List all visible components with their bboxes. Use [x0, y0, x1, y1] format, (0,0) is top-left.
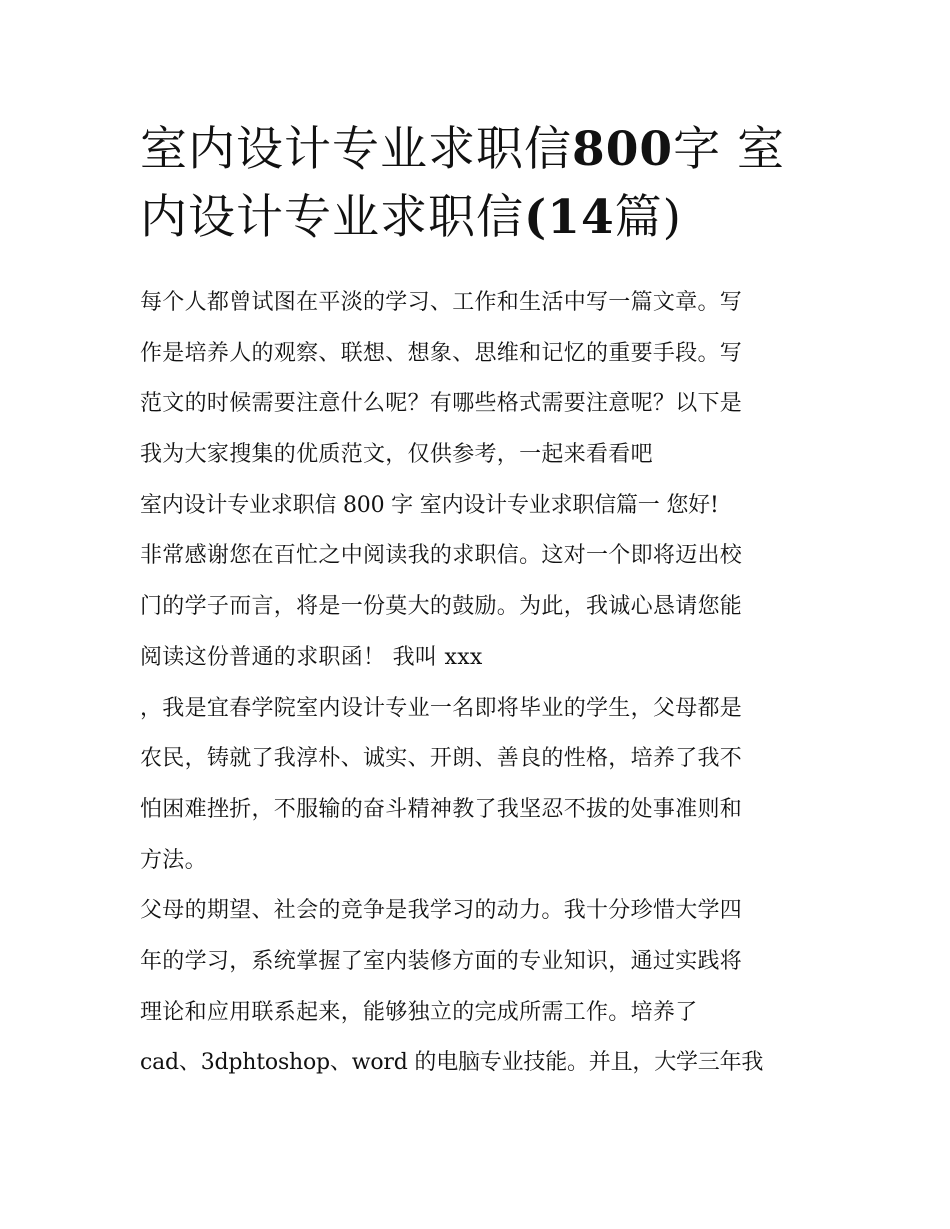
title-text: 篇) — [614, 190, 682, 245]
text-line: 室内设计专业求职信 800 字 室内设计专业求职信篇一 您好! — [140, 492, 719, 518]
text-line: 门的学子而言，将是一份莫大的鼓励。为此，我诚心恳请您能 — [140, 594, 743, 620]
title-text: 字 室 — [673, 122, 786, 177]
title-number: (14 — [524, 190, 615, 245]
title-text: 室内设计专业求职信 — [140, 122, 572, 177]
text-line: 阅读这份普通的求职函！ 我叫 xxx — [140, 644, 483, 670]
text-line: ，我是宜春学院室内设计专业一名即将毕业的学生，父母都是 — [140, 695, 743, 721]
title-line-1 — [140, 122, 785, 177]
text-line: 年的学习，系统掌握了室内装修方面的专业知识，通过实践将 — [140, 948, 743, 974]
text-line: 怕困难挫折，不服输的奋斗精神教了我坚忍不拔的处事准则和 — [140, 796, 743, 822]
title-text: 内设计专业求职信 — [140, 190, 524, 245]
title-line-2 — [140, 190, 682, 245]
text-line: 作是培养人的观察、联想、想象、思维和记忆的重要手段。写 — [140, 340, 743, 366]
text-line: 我为大家搜集的优质范文，仅供参考，一起来看看吧 — [140, 442, 653, 468]
page-title — [140, 116, 820, 252]
text-line: 理论和应用联系起来，能够独立的完成所需工作。培养了 — [140, 999, 698, 1025]
text-line: 父母的期望、社会的竞争是我学习的动力。我十分珍惜大学四 — [140, 898, 743, 924]
text-line: 农民，铸就了我淳朴、诚实、开朗、善良的性格，培养了我不 — [140, 746, 743, 772]
text-line: 方法。 — [140, 847, 207, 873]
title-number: 800 — [572, 122, 674, 177]
body-text — [140, 278, 820, 1089]
text-line: 每个人都曾试图在平淡的学习、工作和生活中写一篇文章。写 — [140, 290, 743, 315]
text-line: cad、3dphtoshop、word 的电脑专业技能。并且，大学三年我 — [140, 1050, 764, 1076]
text-line: 范文的时候需要注意什么呢？有哪些格式需要注意呢？以下是 — [140, 391, 743, 417]
text-line: 非常感谢您在百忙之中阅读我的求职信。这对一个即将迈出校 — [140, 543, 743, 569]
